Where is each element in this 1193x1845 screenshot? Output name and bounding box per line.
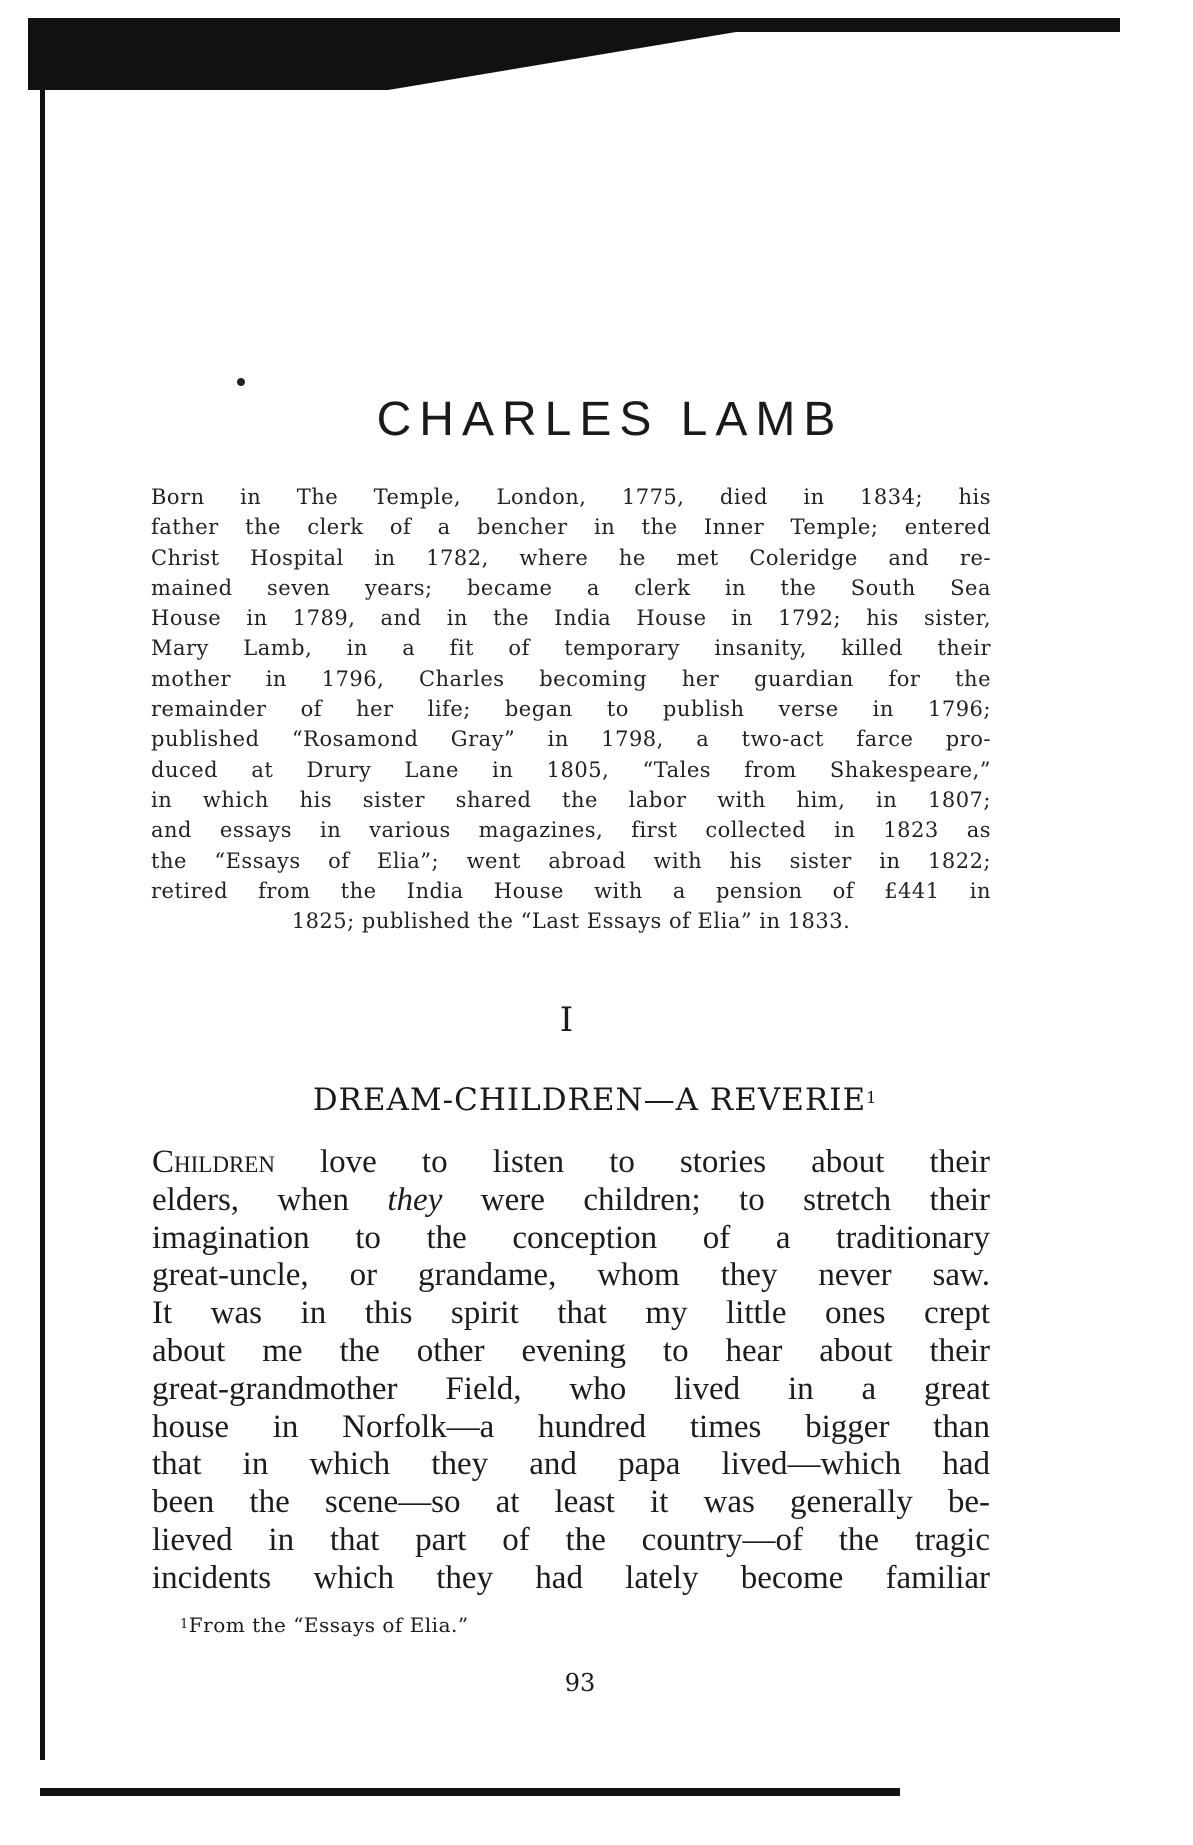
bio-line: mother in 1796, Charles becoming her guardian for the <box>151 666 991 691</box>
body-line-text: love to listen to stories about their <box>274 1144 990 1180</box>
ornament-dot <box>237 378 245 386</box>
bio-line: mained seven years; became a clerk in the South Sea <box>151 575 991 600</box>
footnote <box>180 1612 780 1638</box>
body-line: incidents which they had lately become familiar <box>152 1559 990 1596</box>
author-biography <box>151 482 991 936</box>
footnote-marker: 1 <box>180 1617 189 1632</box>
author-heading: CHARLES LAMB <box>376 393 844 446</box>
top-border-taper <box>28 30 748 90</box>
footnote-text: From the “Essays of Elia.” <box>188 1613 469 1637</box>
body-line: house in Norfolk—a hundred times bigger than <box>152 1408 990 1445</box>
bio-line: published “Rosamond Gray” in 1798, a two-act farce pro- <box>151 727 991 752</box>
body-line-text: elders, when <box>152 1181 388 1218</box>
bio-line: 1825; published the “Last Essays of Elia” in 1833. <box>291 909 851 934</box>
body-line: great-uncle, or grandame, whom they never saw. <box>152 1257 990 1294</box>
bio-line: in which his sister shared the labor with him, in 1807; <box>151 787 991 812</box>
emphasis-word: they <box>387 1181 443 1218</box>
bio-line: remainder of her life; began to publish verse in 1796; <box>151 697 991 722</box>
body-line: great-grandmother Field, who lived in a great <box>152 1370 990 1407</box>
bio-line: House in 1789, and in the India House in 1792; his sister, <box>151 606 991 631</box>
chapter-number <box>0 1000 1193 1040</box>
body-line <box>152 1182 990 1220</box>
chapter-title-text: DREAM-CHILDREN—A REVERIE <box>312 1082 867 1118</box>
chapter-footnote-marker: 1 <box>866 1088 878 1107</box>
bio-line: father the clerk of a bencher in the Inner Temple; entered <box>151 515 991 540</box>
body-line: that in which they and papa lived—which had <box>152 1446 990 1483</box>
bio-line: Mary Lamb, in a fit of temporary insanity, killed their <box>151 636 991 661</box>
body-line-text: were children; to stretch their <box>442 1181 990 1218</box>
body-line: about me the other evening to hear about their <box>152 1332 990 1369</box>
essay-body <box>152 1144 990 1598</box>
chapter-number-text: I <box>559 1000 574 1040</box>
bio-line: Born in The Temple, London, 1775, died in 1834; his <box>151 485 991 509</box>
bio-line: duced at Drury Lane in 1805, “Tales from Shakespeare,” <box>151 757 991 782</box>
drop-word: Children <box>152 1144 275 1180</box>
body-line: imagination to the conception of a traditionary <box>152 1219 990 1256</box>
body-line: been the scene—so at least it was generally be- <box>152 1484 990 1521</box>
left-border-rule <box>40 30 45 1760</box>
bottom-border-rule <box>40 1788 900 1796</box>
bio-line: retired from the India House with a pension of £441 in <box>151 878 991 903</box>
body-line: It was in this spirit that my little ones crept <box>152 1295 990 1332</box>
bio-line: and essays in various magazines, first collected in 1823 as <box>151 818 991 843</box>
bio-line: the “Essays of Elia”; went abroad with his sister in 1822; <box>151 848 991 873</box>
chapter-title <box>200 1080 990 1120</box>
bio-line: Christ Hospital in 1782, where he met Coleridge and re- <box>151 545 991 570</box>
page-number: 93 <box>564 1669 596 1697</box>
body-line: lieved in that part of the country—of the tragic <box>152 1521 990 1558</box>
body-line <box>152 1144 990 1182</box>
